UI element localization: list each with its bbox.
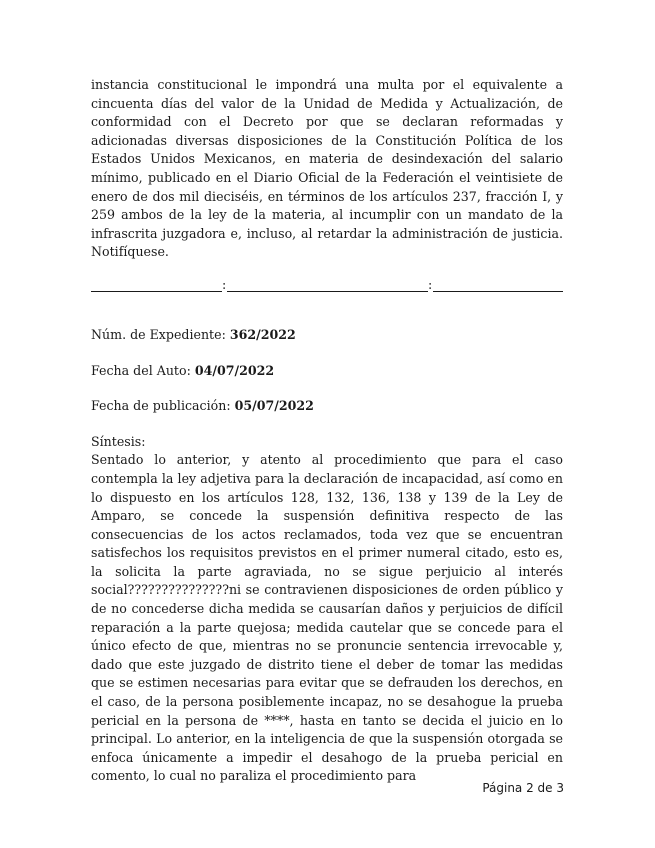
separator-line-middle (227, 291, 428, 292)
fecha-auto-label: Fecha del Auto: (91, 362, 191, 378)
expediente-label: Núm. de Expediente: (91, 326, 226, 342)
expediente-field (91, 326, 563, 345)
fecha-publicacion-value: 05/07/2022 (234, 398, 314, 414)
fecha-auto-value: 04/07/2022 (194, 362, 275, 378)
separator-line-right (433, 291, 563, 292)
separator-colon-right: : (428, 276, 433, 292)
sintesis-label: Síntesis: (91, 433, 146, 449)
fecha-publicacion-field (91, 397, 563, 416)
separator-colon-left: : (222, 276, 227, 292)
fecha-publicacion-label: Fecha de publicación: (91, 398, 231, 414)
separator-line-left (91, 291, 222, 292)
expediente-value: 362/2022 (229, 326, 296, 342)
document-body (91, 76, 563, 786)
page-number: Página 2 de 3 (482, 781, 564, 795)
sintesis-paragraph: Sentado lo anterior, y atento al procedimiento que para el caso contempla la ley adjetiva para la declaración de incapacidad, así como en lo dispuesto en los artículos 128, 132, 136, 138 y 139 de la Ley de Amparo, se concede la suspensión definitiva respecto de las consecuencias de los actos reclamados, toda vez que se encuentran satisfechos los requisitos previstos en el primer numeral citado, esto es, la solicita la parte agraviada, no se sigue perjuicio al interés social???????????????ni se contravienen disposiciones de orden público y de no concederse dicha medida se causarían daños y perjuicios de difícil reparación a la parte quejosa; medida cautelar que se concede para el único efecto de que, mientras no se pronuncie sentencia irrevocable y, dado que este juzgado de distrito tiene el deber de tomar las medidas que se estimen necesarias para evitar que se defrauden los derechos, en el caso, de la persona posiblemente incapaz, no se desahogue la prueba pericial en la persona de ****, hasta en tanto se decida el juicio en lo principal. Lo anterior, en la inteligencia de que la suspensión otorgada se enfoca únicamente a impedir el desahogo de la prueba pericial en comento, lo cual no paraliza el procedimiento para (91, 452, 563, 784)
intro-paragraph: instancia constitucional le impondrá una multa por el equivalente a cincuenta días del valor de la Unidad de Medida y Actualización, de conformidad con el Decreto por que se declaran reformadas y adicionadas diversas disposiciones de la Constitución Política de los Estados Unidos Mexicanos, en materia de desindexación del salario mínimo, publicado en el Diario Oficial de la Federación el veintisiete de enero de dos mil dieciséis, en términos de los artículos 237, fracción I, y 259 ambos de la ley de la materia, al incumplir con un mandato de la infrascrita juzgadora e, incluso, al retardar la administración de justicia. Notifíquese. (91, 77, 563, 260)
fecha-auto-field (91, 362, 563, 381)
signature-separator (91, 278, 563, 294)
